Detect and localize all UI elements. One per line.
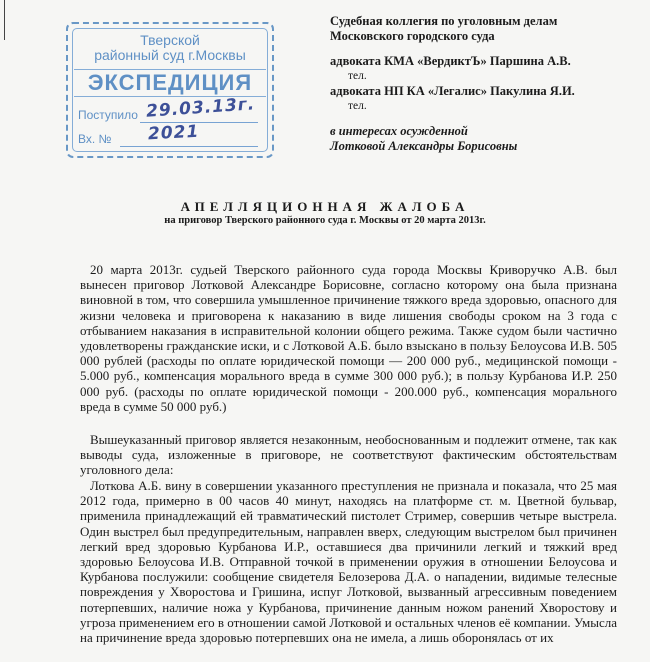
stamp-line2: районный суд г.Москвы [94, 47, 246, 63]
stamp-received-date: 29.03.13г. [145, 94, 256, 122]
document-title: АПЕЛЛЯЦИОННАЯ ЖАЛОБА [180, 199, 470, 214]
lawyer2-tel: тел. [348, 100, 367, 112]
margin-mark [4, 0, 5, 40]
paragraph-3-text: Лоткова А.Б. вину в совершении указанного преступления не признала и показала, что 25 мая 2012 года, примерно в 00 часов 40 минут, находясь на платформе ст. м. Цветной бульвар, применила принадлежащий ей травматический пистолет Стример, совершив четыре выстрела. Один выстрел был предупредительным, направлен вверх, следующим выстрелом был причинен легкий вред здоровью Курбанова И.Р., оставшиеся два причинили легкий и тяжкий вред здоровью Белоусова И.В. Отправной точкой в применении оружия в отношении Белоусова и Курбанова послужили: сообщение свидетеля Белозерова Д.А. о нападении, видимые телесные повреждения у Хворостова и Гришина, испуг Лотковой, вызванный агрессивным поведением потерпевших, наличие ножа у Курбанова, причинение данным ножом ранений Хворостову и угроза применением его в отношении самой Лотковой и остальных членов её компании. Умысла на причинение вреда здоровью потерпевших она не имела, а лишь оборонялась от их [80, 478, 617, 646]
addressee-block [330, 14, 640, 154]
lawyer2: адвоката НП КА «Легалис» Пакулина Я.И. [330, 84, 575, 98]
interest-line2: Лотковой Александры Борисовны [330, 139, 518, 153]
stamp-title: ЭКСПЕДИЦИЯ [74, 69, 266, 97]
stamp-number-line [120, 146, 258, 147]
paragraph-1-text: 20 марта 2013г. судьей Тверского районного суда города Москвы Криворучко А.В. был вынесен приговор Лотковой Александре Борисовне, согласно которому она была признана виновной в том, что совершила умышленное причинение тяжкого вреда здоровью, опасного для жизни человека и приговорена к наказанию в виде лишения свободы сроком на 3 года с отбыванием наказания в исправительной колонии общего режима. Также судом были частично удовлетворены гражданские иски, и с Лотковой А.Б. было взыскано в пользу Белоусова И.В. 505 000 рублей (расходы по оплате юридической помощи — 200 000 руб., медицинской помощи - 5.000 руб., компенсация морального вреда в сумме 300 000 руб.); в пользу Курбанова И.Р. 250 000 руб. (расходы по оплате юридической помощи - 200.000 руб., компенсация морального вреда в сумме 50 000 руб.) [80, 262, 617, 414]
paragraph-2-text: Вышеуказанный приговор является незаконным, необоснованным и подлежит отмене, так как выводы суда, изложенные в приговоре, не соответствуют фактическим обстоятельствам уголовного дела: [80, 432, 617, 478]
court-line2: Московского городского суда [330, 29, 495, 43]
stamp-incoming-number: 2021 [147, 121, 200, 145]
expedition-stamp [66, 22, 274, 158]
stamp-received-label: Поступило [78, 108, 138, 122]
court-line1: Судебная коллегия по уголовным делам [330, 14, 558, 28]
stamp-line1: Тверской [140, 32, 200, 48]
paragraph-3 [80, 478, 617, 645]
stamp-number-label: Вх. № [78, 132, 112, 146]
interest-line1: в интересах осужденной [330, 124, 468, 138]
document-subtitle: на приговор Тверского районного суда г. Москвы от 20 марта 2013г. [164, 215, 486, 226]
lawyer1-tel: тел. [348, 70, 367, 82]
paragraph-2 [80, 432, 617, 478]
paragraph-1 [80, 262, 617, 414]
lawyer1: адвоката КМА «ВердиктЪ» Паршина А.В. [330, 54, 571, 68]
